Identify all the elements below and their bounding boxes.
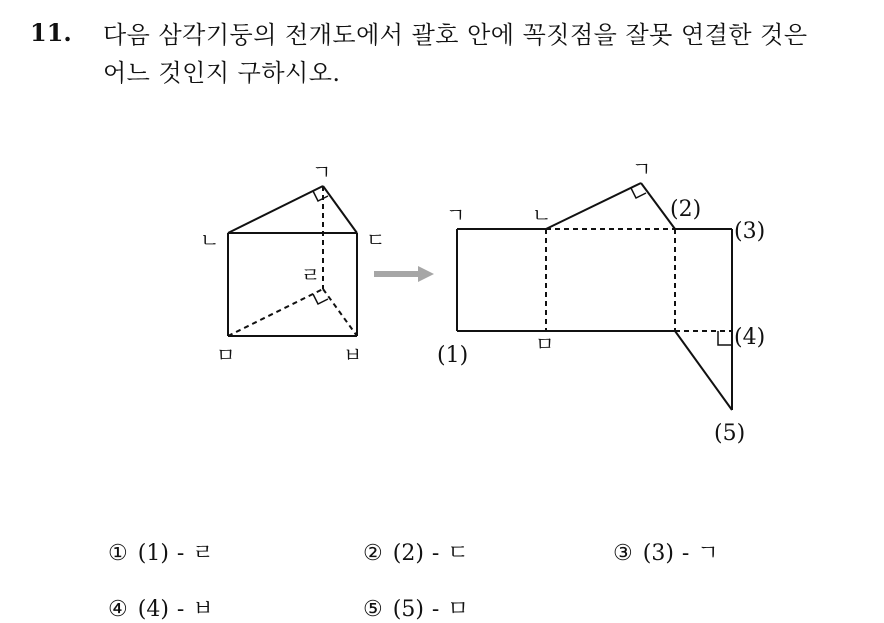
choice-2-mark: ② (363, 541, 383, 566)
choice-5-mark: ⑤ (363, 597, 383, 622)
choice-3-mark: ③ (613, 541, 633, 566)
question-number: 11. (30, 18, 72, 47)
choice-5-sep: - (431, 597, 440, 622)
choice-3-option: (3) (642, 541, 674, 566)
net-label-mid-top: ㄴ (532, 203, 552, 227)
net-right-angle-top (631, 188, 646, 198)
choice-5[interactable] (363, 592, 469, 623)
choice-4[interactable] (108, 592, 214, 623)
prism-label-left: ㄴ (200, 228, 220, 252)
choice-4-sep: - (176, 597, 185, 622)
net-right-angle-bottom (718, 331, 732, 345)
prism-label-bottom-left: ㅁ (216, 343, 236, 367)
triangular-prism (228, 186, 357, 336)
net-label-p4: (4) (734, 325, 766, 350)
prism-right-angle-top (313, 191, 328, 201)
choice-1-mark: ① (108, 541, 128, 566)
prism-edge-top-right (323, 186, 357, 233)
choice-3-vertex: ㄱ (697, 541, 719, 566)
net-label-p2: (2) (670, 197, 702, 222)
net-triangle-left-edge (546, 183, 641, 229)
prism-label-bottom-right: ㅂ (343, 343, 363, 367)
choice-4-mark: ④ (108, 597, 128, 622)
net-label-mid-bottom: ㅁ (535, 332, 555, 356)
choice-2-option: (2) (392, 541, 424, 566)
net-label-p1: (1) (437, 343, 469, 368)
prism-label-center: ㄹ (301, 263, 321, 287)
question-line-2: 어느 것인지 구하시오. (103, 59, 341, 87)
prism-edge-top-left (228, 186, 323, 233)
choice-1[interactable] (108, 536, 214, 567)
choice-1-vertex: ㄹ (192, 541, 214, 566)
choice-2[interactable] (363, 536, 469, 567)
choice-1-sep: - (176, 541, 185, 566)
choice-5-option: (5) (392, 597, 424, 622)
choice-4-vertex: ㅂ (192, 597, 214, 622)
net-label-apex: ㄱ (632, 157, 652, 181)
prism-label-right: ㄷ (366, 228, 386, 252)
choice-3[interactable] (613, 536, 719, 567)
net-label-p5: (5) (714, 421, 746, 446)
prism-hidden-edge-bottom-right (323, 289, 357, 336)
choice-2-sep: - (431, 541, 440, 566)
choice-4-option: (4) (137, 597, 169, 622)
arrow-icon (374, 266, 434, 282)
prism-label-top: ㄱ (312, 160, 332, 184)
choice-3-sep: - (681, 541, 690, 566)
net-bottom-triangle-edge (675, 331, 732, 410)
prism-right-angle-bottom (313, 294, 328, 304)
choice-2-vertex: ㄷ (447, 541, 469, 566)
prism-hidden-edge-bottom-left (228, 289, 323, 336)
choice-1-option: (1) (137, 541, 169, 566)
question-line-1: 다음 삼각기둥의 전개도에서 괄호 안에 꼭짓점을 잘못 연결한 것은 (103, 21, 808, 49)
net-label-left-top: ㄱ (446, 203, 466, 227)
net-label-p3: (3) (734, 219, 766, 244)
choice-5-vertex: ㅁ (447, 597, 469, 622)
